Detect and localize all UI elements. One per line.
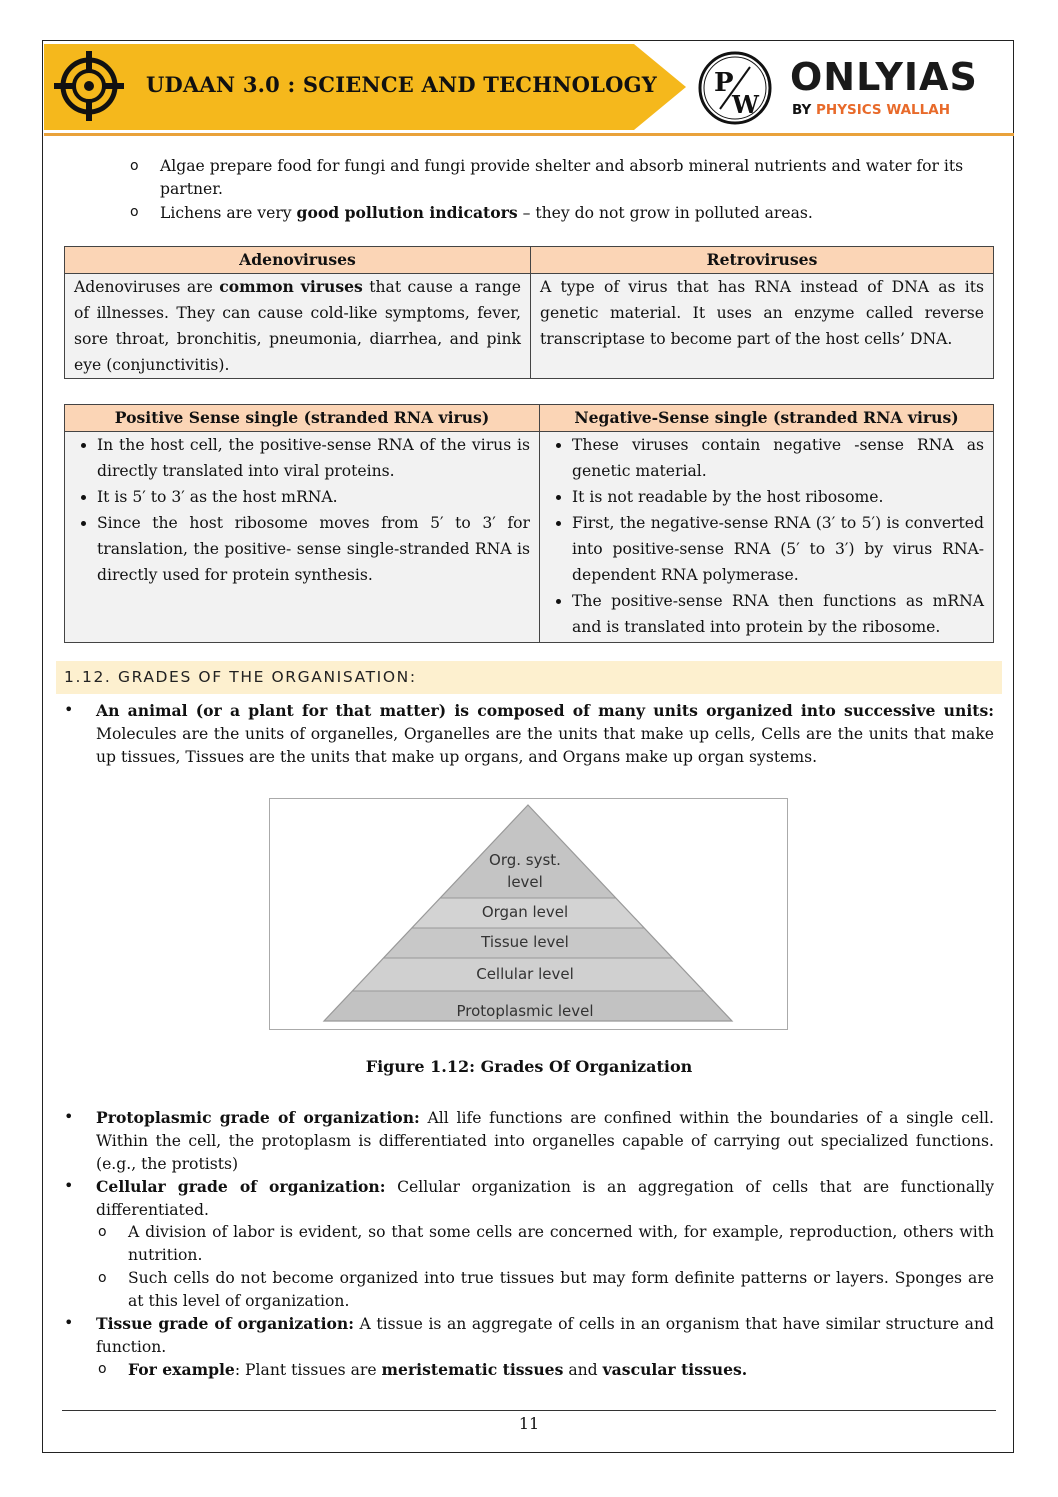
section-lead: An animal (or a plant for that matter) is composed of many units organized into successive units: Molecules are the units of organelles, Organelles are the units that make up cells, Cells are the units that make up tissues, Tissues are the units that make up organs, and Organs make up organ systems. bbox=[96, 701, 994, 766]
tissue-example: For example: Plant tissues are meristematic tissues and vascular tissues. bbox=[128, 1360, 748, 1379]
pyramid-label: Org. syst. bbox=[489, 851, 561, 869]
list-item: • It is not readable by the host ribosome. bbox=[572, 484, 984, 510]
list-item: • These viruses contain negative -sense RNA as genetic material. bbox=[572, 432, 984, 484]
intro-bullet-1: Algae prepare food for fungi and fungi provide shelter and absorb mineral nutrients and water for its partner. bbox=[160, 157, 964, 198]
list-item: • In the host cell, the positive-sense RNA of the virus is directly translated into viral proteins. bbox=[97, 432, 530, 484]
bullet-icon: • bbox=[64, 1313, 74, 1332]
protoplasmic-grade: Protoplasmic grade of organization: All life functions are confined within the boundaries of a single cell. Within the cell, the protoplasm is differentiated into organelles capable of carrying out specialized functions. (e.g., the protists) bbox=[96, 1108, 994, 1173]
header-rule bbox=[44, 133, 1014, 136]
pyramid-label: Protoplasmic level bbox=[456, 1002, 594, 1020]
svg-text:P: P bbox=[714, 68, 734, 98]
pyramid-label: Cellular level bbox=[476, 965, 574, 983]
table-header: Retroviruses bbox=[531, 247, 994, 274]
brand-owner: PHYSICS WALLAH bbox=[816, 102, 951, 118]
circle-bullet-icon: o bbox=[98, 1270, 107, 1286]
list-item: • First, the negative-sense RNA (3′ to 5′) is converted into positive-sense RNA (5′ to 3′) by virus RNA- dependent RNA polymerase. bbox=[572, 510, 984, 588]
list-item: • It is 5′ to 3′ as the host mRNA. bbox=[97, 484, 530, 510]
header-title: UDAAN 3.0 : SCIENCE AND TECHNOLOGY bbox=[146, 72, 657, 97]
cellular-sub-1: A division of labor is evident, so that some cells are concerned with, for example, reproduction, others with nutrition. bbox=[128, 1223, 994, 1264]
viruses-table bbox=[64, 246, 994, 379]
pyramid-label: Tissue level bbox=[481, 933, 569, 951]
organization-figure bbox=[269, 798, 788, 1030]
list-item: • Since the host ribosome moves from 5′ to 3′ for translation, the positive- sense single-stranded RNA is directly used for protein synthesis. bbox=[97, 510, 530, 588]
pyramid-diagram bbox=[270, 799, 786, 1028]
target-icon bbox=[54, 51, 124, 121]
table-header: Adenoviruses bbox=[65, 247, 531, 274]
svg-text:W: W bbox=[732, 90, 759, 119]
list-item: • The positive-sense RNA then functions as mRNA and is translated into protein by the ribosome. bbox=[572, 588, 984, 640]
brand-by: BY bbox=[792, 102, 817, 118]
circle-bullet-icon: o bbox=[98, 1224, 107, 1240]
footer-rule bbox=[62, 1410, 996, 1411]
cellular-sub-2: Such cells do not become organized into true tissues but may form definite patterns or layers. Sponges are at this level of organization. bbox=[128, 1269, 994, 1310]
table-cell: A type of virus that has RNA instead of DNA as its genetic material. It uses an enzyme called reverse transcriptase to become part of the host cells’ DNA. bbox=[531, 274, 994, 379]
page-number: 11 bbox=[518, 1414, 540, 1433]
tissue-grade: Tissue grade of organization: A tissue is an aggregate of cells in an organism that have similar structure and function. bbox=[96, 1314, 994, 1356]
table-header: Positive Sense single (stranded RNA virus) bbox=[65, 405, 540, 432]
table-cell bbox=[540, 432, 994, 643]
figure-caption: Figure 1.12: Grades Of Organization bbox=[365, 1057, 693, 1076]
bullet-icon: • bbox=[64, 1176, 74, 1195]
circle-bullet-icon: o bbox=[130, 158, 139, 174]
pw-logo bbox=[698, 51, 772, 125]
bullet-icon: • bbox=[64, 1107, 74, 1126]
pyramid-label: level bbox=[507, 873, 543, 891]
section-title: 1.12. GRADES OF THE ORGANISATION: bbox=[64, 668, 417, 686]
circle-bullet-icon: o bbox=[130, 204, 139, 220]
table-cell bbox=[65, 432, 540, 643]
circle-bullet-icon: o bbox=[98, 1361, 107, 1377]
pyramid-label: Organ level bbox=[481, 903, 569, 921]
brand-subtitle bbox=[792, 102, 950, 118]
table-cell: Adenoviruses are common viruses that cause a range of illnesses. They can cause cold-like symptoms, fever, sore throat, bronchitis, pneumonia, diarrhea, and pink eye (conjunctivitis). bbox=[65, 274, 531, 379]
rna-virus-table bbox=[64, 404, 994, 643]
table-header: Negative-Sense single (stranded RNA virus) bbox=[540, 405, 994, 432]
brand-name: ONLYIAS bbox=[790, 55, 978, 99]
intro-bullet-2: Lichens are very good pollution indicators – they do not grow in polluted areas. bbox=[160, 203, 813, 222]
bullet-icon: • bbox=[64, 700, 74, 719]
cellular-grade: Cellular grade of organization: Cellular organization is an aggregation of cells that are functionally differentiated. bbox=[96, 1177, 994, 1219]
